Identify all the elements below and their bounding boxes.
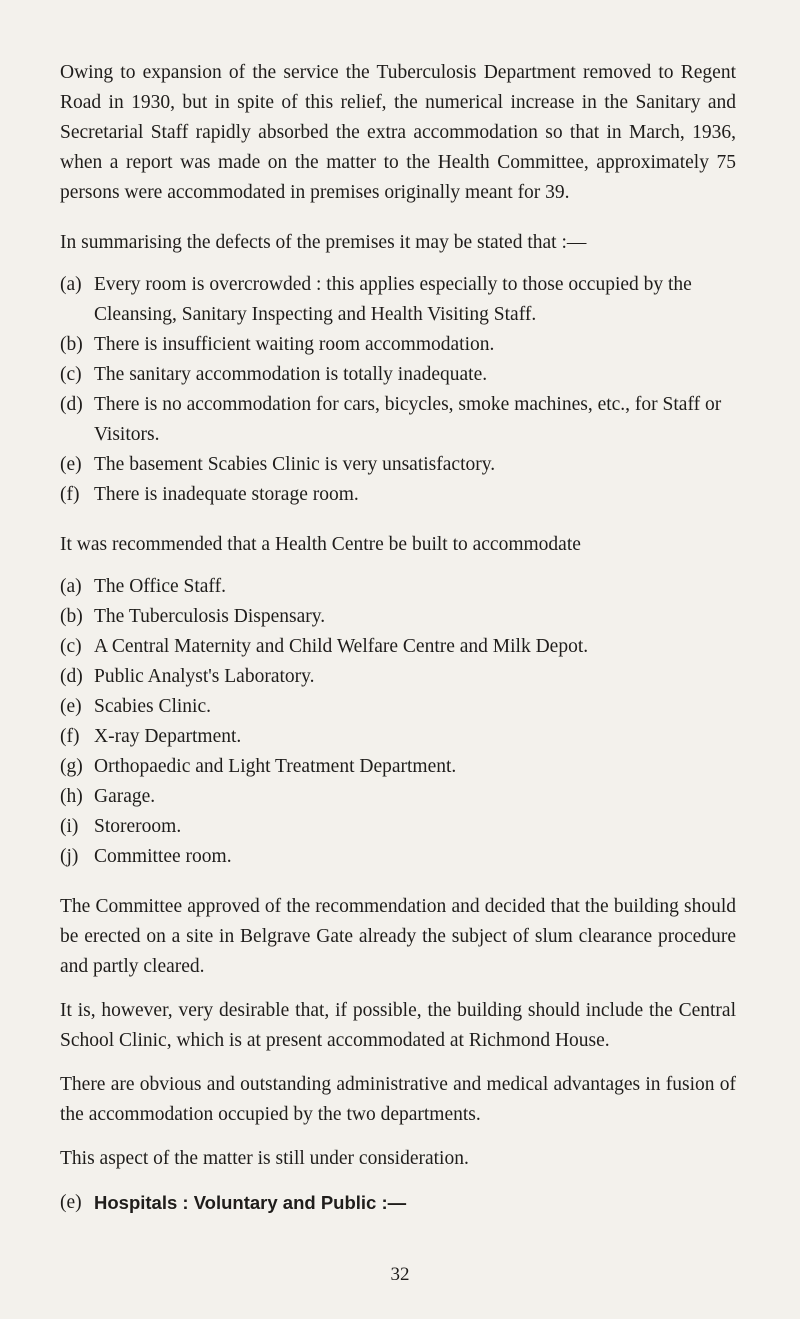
- item-label: (a): [60, 274, 82, 295]
- item-text: The Tuberculosis Dispensary.: [94, 606, 326, 627]
- list-item: [60, 330, 736, 360]
- item-text: X-ray Department.: [94, 726, 242, 747]
- paragraph-desirable: It is, however, very desirable that, if possible, the building should include the Central School Clinic, which is at present accommodated at Richmond House.: [60, 1000, 736, 1051]
- list-item: [60, 602, 736, 632]
- item-label: (b): [60, 606, 83, 627]
- list-item: [60, 450, 736, 480]
- page-number: 32: [390, 1264, 410, 1285]
- list-item: [60, 360, 736, 390]
- item-label: (j): [60, 846, 79, 867]
- list-item: [60, 632, 736, 662]
- item-label: (c): [60, 364, 82, 385]
- item-text: The basement Scabies Clinic is very unsatisfactory.: [94, 454, 496, 475]
- section-heading-label: (e): [60, 1192, 82, 1213]
- paragraph-defects-lead: In summarising the defects of the premises it may be stated that :—: [60, 232, 587, 253]
- item-label: (f): [60, 726, 80, 747]
- section-heading: [60, 1188, 736, 1218]
- item-label: (e): [60, 696, 82, 717]
- item-text: There is insufficient waiting room accommodation.: [94, 334, 495, 355]
- item-text: Public Analyst's Laboratory.: [94, 666, 315, 687]
- item-label: (g): [60, 756, 83, 777]
- paragraph-consideration: This aspect of the matter is still under consideration.: [60, 1148, 469, 1169]
- item-text: The Office Staff.: [94, 576, 226, 597]
- item-text: Scabies Clinic.: [94, 696, 211, 717]
- item-label: (d): [60, 394, 83, 415]
- list-item: [60, 480, 736, 510]
- defects-list: [60, 270, 736, 510]
- list-item: [60, 390, 736, 450]
- paragraph-advantages: There are obvious and outstanding administrative and medical advantages in fusion of the accommodation occupied by the two departments.: [60, 1074, 736, 1125]
- item-label: (d): [60, 666, 83, 687]
- item-label: (i): [60, 816, 79, 837]
- list-item: [60, 692, 736, 722]
- list-item: [60, 752, 736, 782]
- recommendations-list: [60, 572, 736, 872]
- item-text: Every room is overcrowded : this applies especially to those occupied by the Cleansing, Sanitary Inspecting and Health Visiting Staff.: [94, 274, 692, 325]
- list-item: [60, 662, 736, 692]
- item-text: Storeroom.: [94, 816, 182, 837]
- paragraph-committee: The Committee approved of the recommendation and decided that the building should be erected on a site in Belgrave Gate already the subject of slum clearance procedure and partly cleared.: [60, 896, 736, 977]
- paragraph-recommend-lead: It was recommended that a Health Centre be built to accommodate: [60, 534, 581, 555]
- item-text: There is inadequate storage room.: [94, 484, 359, 505]
- list-item: [60, 572, 736, 602]
- list-item: [60, 842, 736, 872]
- item-label: (c): [60, 636, 82, 657]
- section-heading-text: Hospitals : Voluntary and Public :—: [94, 1192, 407, 1213]
- item-label: (f): [60, 484, 80, 505]
- item-text: Orthopaedic and Light Treatment Department.: [94, 756, 457, 777]
- document-page: [60, 58, 736, 1218]
- item-text: The sanitary accommodation is totally inadequate.: [94, 364, 488, 385]
- item-text: Committee room.: [94, 846, 232, 867]
- item-label: (h): [60, 786, 83, 807]
- item-text: A Central Maternity and Child Welfare Centre and Milk Depot.: [94, 636, 589, 657]
- item-label: (e): [60, 454, 82, 475]
- item-label: (a): [60, 576, 82, 597]
- item-text: Garage.: [94, 786, 156, 807]
- list-item: [60, 270, 736, 330]
- list-item: [60, 782, 736, 812]
- list-item: [60, 812, 736, 842]
- item-label: (b): [60, 334, 83, 355]
- item-text: There is no accommodation for cars, bicycles, smoke machines, etc., for Staff or Visitors.: [94, 394, 722, 445]
- paragraph-intro: Owing to expansion of the service the Tuberculosis Department removed to Regent Road in 1930, but in spite of this relief, the numerical increase in the Sanitary and Secretarial Staff rapidly absorbed the extra accommodation so that in March, 1936, when a report was made on the matter to the Health Committee, approximately 75 persons were accommodated in premises originally meant for 39.: [60, 62, 736, 203]
- list-item: [60, 722, 736, 752]
